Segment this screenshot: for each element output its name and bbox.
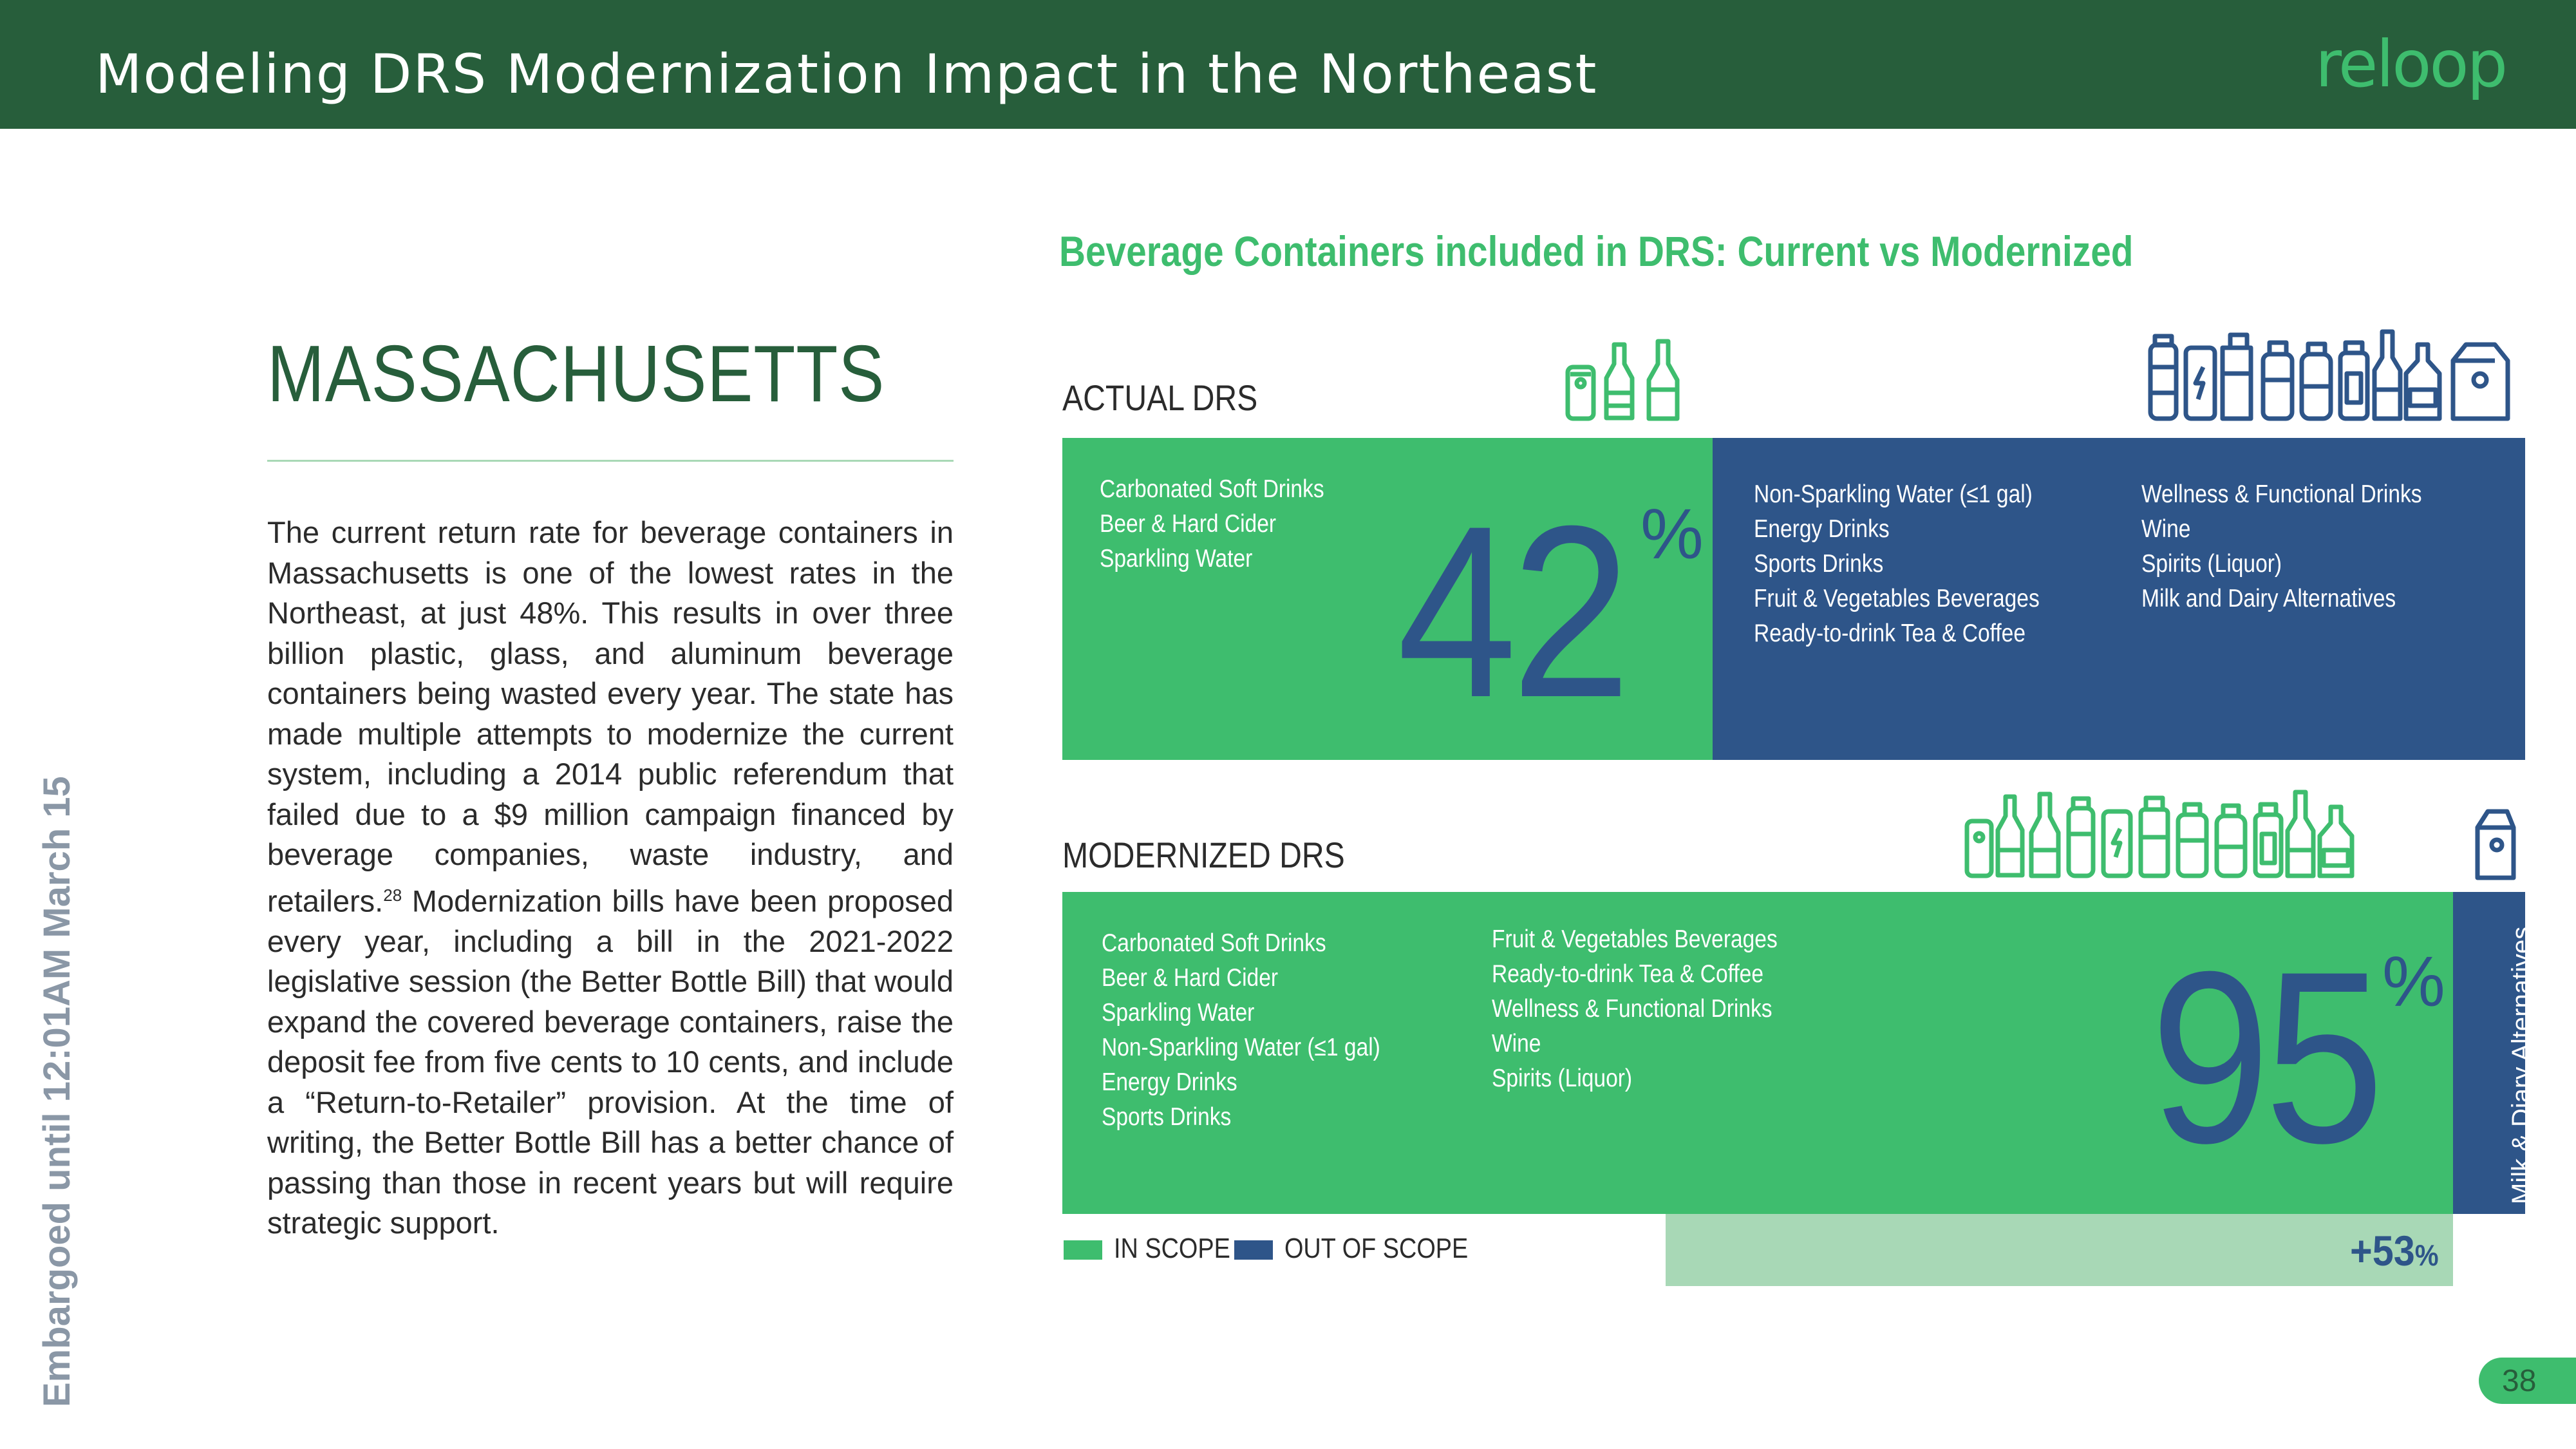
water-bottle-icon (2069, 799, 2093, 876)
modernized-drs-label: MODERNIZED DRS (1062, 835, 1345, 875)
can-icon (1568, 367, 1594, 419)
modernized-out-of-scope-icon (2472, 805, 2517, 882)
actual-out-of-scope-icons (2144, 328, 2524, 425)
increase-label (2350, 1226, 2439, 1275)
legend-in-scope-label: IN SCOPE (1114, 1233, 1230, 1264)
legend-out-scope-label: OUT OF SCOPE (1284, 1233, 1469, 1264)
reloop-logo (2315, 31, 2508, 108)
paragraph-part-2: Modernization bills have been proposed every year, including a bill in the 2021-2022 legislative session (the Better Bottle Bill) that would expand the covered beverage containers, raise the deposit fee from five cents to 10 cents, and include a “Return-to-Retailer” provision. At the time of writing, the Better Bottle Bill has a better chance of passing than those in recent years but will require strategic support. (267, 884, 954, 1240)
wine-bottle-icon (2288, 792, 2313, 876)
beer-bottle-icon (1606, 345, 1632, 418)
actual-out-scope-list-2 (2141, 477, 2422, 616)
list-item: Fruit & Vegetables Beverages (1492, 925, 1778, 953)
page-number: 38 (2502, 1364, 2537, 1398)
increase-value: +53 (2350, 1227, 2415, 1274)
list-item: Wine (1492, 1030, 1541, 1057)
juice-bottle-icon (2263, 343, 2292, 419)
liquor-bottle-icon (2320, 807, 2352, 876)
modernized-container-icons (1964, 789, 2427, 882)
actual-percent-value: 42 (1397, 475, 1626, 748)
list-item: Sparkling Water (1100, 545, 1253, 573)
paragraph-part-1: The current return rate for beverage containers in Massachusetts is one of the lowest rates in the Northeast, at just 48%. This results in over three billion plastic, glass, and aluminum beverage containers being wasted every year. The state has made multiple attempts to modernize the current system, including a 2014 public referendum that failed due to a $9 million campaign financed by beverage companies, waste industry, and retailers. (267, 515, 954, 918)
energy-can-icon (2103, 811, 2130, 876)
chart-title: Beverage Containers included in DRS: Current vs Modernized (1059, 227, 2134, 275)
milk-carton-icon (2477, 811, 2514, 878)
state-heading: MASSACHUSETTS (267, 330, 885, 419)
legend-out-scope-swatch (1234, 1240, 1273, 1260)
milk-carton-icon (2453, 345, 2508, 419)
glass-bottle-icon (1649, 341, 1677, 419)
sports-bottle-icon (2223, 335, 2252, 419)
list-item: Beer & Hard Cider (1102, 964, 1279, 992)
list-item: Spirits (Liquor) (1492, 1065, 1633, 1092)
logo-mark (2315, 31, 2508, 108)
juice-bottle-icon (2178, 804, 2206, 876)
modernized-out-scope-label: Milk & Diary Alternatives (2507, 926, 2535, 1204)
body-paragraph (267, 513, 954, 1244)
tea-bottle-icon (2217, 806, 2245, 876)
footnote-ref: 28 (383, 885, 402, 905)
actual-container-icons (1561, 338, 1709, 425)
list-item: Sparkling Water (1102, 999, 1255, 1027)
list-item: Wellness & Functional Drinks (2141, 480, 2422, 508)
tea-bottle-icon (2302, 344, 2331, 419)
list-item: Energy Drinks (1102, 1068, 1237, 1096)
list-item: Wellness & Functional Drinks (1492, 995, 1772, 1023)
list-item: Ready-to-drink Tea & Coffee (1754, 620, 2026, 647)
page-title: Modeling DRS Modernization Impact in the Northeast (95, 43, 1598, 106)
can-icon (1967, 821, 1991, 876)
energy-can-icon (2186, 348, 2215, 419)
logo-text: reloop (2315, 31, 2506, 102)
modernized-in-scope-list-2 (1492, 922, 1778, 1096)
heading-divider (267, 460, 954, 462)
wellness-bottle-icon (2255, 804, 2281, 876)
glass-bottle-icon (2031, 794, 2058, 876)
modernized-percent-sign: % (2382, 942, 2445, 1021)
list-item: Carbonated Soft Drinks (1100, 475, 1324, 503)
embargo-notice: Embargoed until 12:01AM March 15 (36, 776, 78, 1407)
list-item: Sports Drinks (1754, 550, 1884, 578)
beer-bottle-icon (1998, 797, 2022, 875)
water-bottle-icon (2150, 336, 2176, 419)
liquor-bottle-icon (2406, 345, 2440, 419)
list-item: Spirits (Liquor) (2141, 550, 2282, 578)
modernized-percent-value: 95 (2150, 920, 2379, 1194)
list-item: Wine (2141, 515, 2191, 543)
actual-in-scope-list (1100, 472, 1324, 576)
list-item: Beer & Hard Cider (1100, 510, 1277, 538)
list-item: Energy Drinks (1754, 515, 1890, 543)
list-item: Non-Sparkling Water (≤1 gal) (1102, 1034, 1380, 1061)
actual-out-scope-list-1 (1754, 477, 2040, 651)
wellness-bottle-icon (2340, 343, 2367, 419)
actual-drs-label: ACTUAL DRS (1062, 377, 1258, 418)
wine-bottle-icon (2374, 332, 2400, 419)
actual-percent-sign: % (1641, 495, 1704, 574)
list-item: Fruit & Vegetables Beverages (1754, 585, 2040, 612)
list-item: Non-Sparkling Water (≤1 gal) (1754, 480, 2033, 508)
modernized-in-scope-list-1 (1102, 926, 1380, 1135)
increase-bar (1666, 1214, 2453, 1286)
list-item: Sports Drinks (1102, 1103, 1232, 1131)
legend-in-scope-swatch (1064, 1240, 1102, 1260)
list-item: Milk and Dairy Alternatives (2141, 585, 2396, 612)
list-item: Ready-to-drink Tea & Coffee (1492, 960, 1763, 988)
sports-bottle-icon (2141, 798, 2168, 876)
increase-sign: % (2414, 1238, 2439, 1272)
list-item: Carbonated Soft Drinks (1102, 929, 1326, 957)
